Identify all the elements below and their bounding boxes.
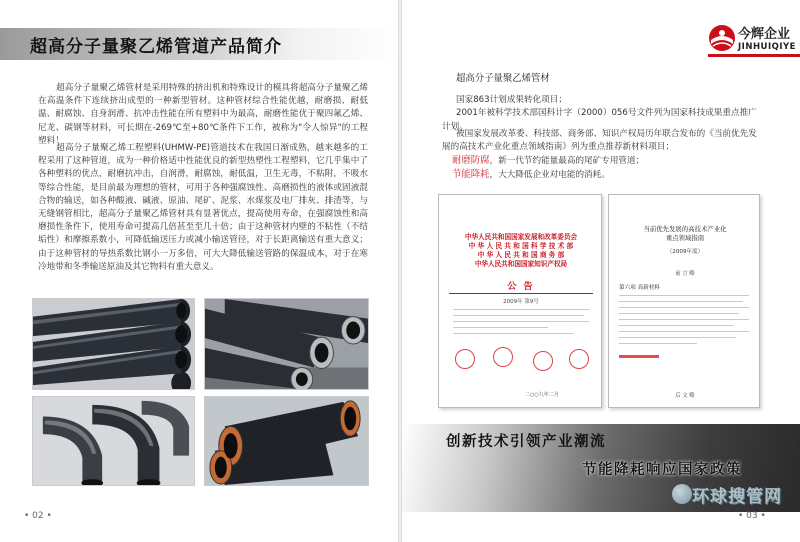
issuer-line: 中华人民共和国国家知识产权局: [474, 260, 568, 268]
title-band: [0, 28, 398, 60]
page-number-right: • 03 •: [738, 511, 766, 521]
seal-icon: [493, 347, 513, 367]
seal-icon: [533, 351, 553, 371]
slogan-innovation: 创新技术引领产业潮流: [446, 434, 606, 450]
company-logo: [708, 20, 800, 60]
guideline-section: 第六项 高新材料: [619, 285, 660, 291]
official-seals: [453, 345, 593, 385]
announcement-label: 公 告: [507, 282, 535, 292]
product-heading: 超高分子量聚乙烯管材: [456, 73, 550, 84]
guideline-afterword: 后 文 略: [675, 393, 695, 399]
flanged-pipes-photo: [204, 298, 369, 390]
guideline-document: [608, 194, 760, 408]
highlight-wear-label: 耐磨防腐: [452, 155, 490, 166]
page-number-left: • 02 •: [24, 511, 52, 521]
globe-icon: [672, 484, 692, 504]
announcement-date: 二○○九年二月: [525, 392, 559, 398]
issuer-line: 中 华 人 民 共 和 国 商 务 部: [477, 251, 565, 259]
slogan-energy: 节能降耗响应国家政策: [582, 462, 742, 478]
highlight-energy-saving: [442, 168, 762, 182]
guideline-title-line-1: 当前优先发展的高技术产业化: [643, 225, 727, 233]
guideline-preface: 前 言 略: [675, 271, 695, 277]
intro-paragraph-1-text: 超高分子量聚乙烯管材是采用特殊的挤出机和特殊设计的模具将超高分子量聚乙烯在高温条件下连续挤出成型的一种新型管材。这种管材综合性能优越，耐磨损、耐低温、耐腐蚀、自身润滑、抗冲击性能在所有塑料中为最高，耐磨性能优于聚四氟乙烯、尼龙、碳钢等材料，可长期在-269℃至+80℃条件下工作，被称为"令人惊异"的工程塑料！: [38, 83, 368, 146]
logo-chinese-name: 今辉企业: [738, 27, 791, 42]
guideline-title: [613, 225, 757, 243]
logo-underline: [708, 54, 800, 57]
issuer-line: 中 华 人 民 共 和 国 科 学 技 术 部: [468, 242, 574, 250]
highlights: [442, 154, 762, 183]
black-pipes-stack-photo: [32, 298, 195, 390]
logo-mark-icon: [708, 24, 736, 52]
guideline-highlight-mark: [619, 355, 659, 358]
project-line-1: 国家863计划成果转化项目；: [456, 95, 567, 105]
guideline-title-line-2: 重点领域指南: [665, 234, 705, 242]
announcement-number: 2009年 第9号: [503, 299, 539, 305]
highlight-wear-resistant: [442, 154, 762, 168]
guideline-year: （2009年度）: [666, 249, 704, 255]
seal-icon: [569, 349, 589, 369]
guideline-body-lines: [619, 295, 749, 349]
left-page: [0, 0, 398, 542]
recommendation-paragraph: 被国家发展改革委、科技部、商务部、知识产权局历年联合发布的《当前优先发展的高技术产业化重点领域指南》列为重点推荐新材料项目；: [442, 129, 757, 153]
highlight-energy-label: 节能降耗: [452, 169, 490, 181]
announcement-document: [438, 194, 602, 408]
issuer-line: 中华人民共和国国家发展和改革委员会: [464, 233, 578, 241]
logo-english-name: JINHUIQIYE: [738, 42, 796, 52]
highlight-energy-text: ，大大降低企业对电能的消耗。: [489, 170, 610, 181]
announcement-rule: [449, 293, 593, 294]
lined-pipe-fittings-photo: [204, 396, 369, 486]
site-watermark: 环球搜管网: [692, 487, 782, 507]
highlight-wear-text: ，新一代节约能量最高的尾矿专用管道；: [489, 156, 645, 166]
announcement-issuers: [445, 233, 597, 269]
announcement-body-lines: [453, 309, 589, 339]
pipe-elbows-photo: [32, 396, 195, 486]
seal-icon: [455, 349, 475, 369]
page-title: 超高分子量聚乙烯管道产品简介: [30, 37, 282, 57]
project-line-2: 2001年被科学技术部国科计字（2000）056号文件列为国家科技成果重点推广计划。: [442, 108, 757, 132]
intro-paragraph-2: [38, 142, 368, 274]
intro-paragraph-1: [38, 82, 368, 146]
right-page: [402, 0, 800, 542]
intro-paragraph-2-text: 超高分子量聚乙烯工程塑料(UHMW-PE)管道技术在我国日渐成熟，越来越多的工程采用了这种管道，成为一种价格适中性能优良的新型热塑性工程塑料，它几乎集中了各种塑料的优点，耐磨抗冲击，自润滑，耐腐蚀，耐低温，卫生无毒，不粘附，不吸水等综合性能，是目前最为理想的管材，可用于各种强腐蚀性、高磨损性的液体或固液混合物的输送，如各种酸液、碱液、原油、尾矿、泥浆、水煤浆及电厂排灰、排渣等，与无缝钢管相比，超高分子量聚乙烯管材具有显著优点，提高使用寿命，在强腐蚀性和高磨损性条件下，使用寿命可提高几倍甚至至几十倍；由于这种管材内壁的不粘性（不结垢性）和摩擦系数小，可降低输送压力或减小输送管径，对于长距离输送有重大意义；由于这种管材的导热系数比钢小一万多倍，可大大降低输送管路的保温成本，对于在寒冷地带和冬季输送原油及其它物料有重大意义。: [38, 143, 368, 272]
